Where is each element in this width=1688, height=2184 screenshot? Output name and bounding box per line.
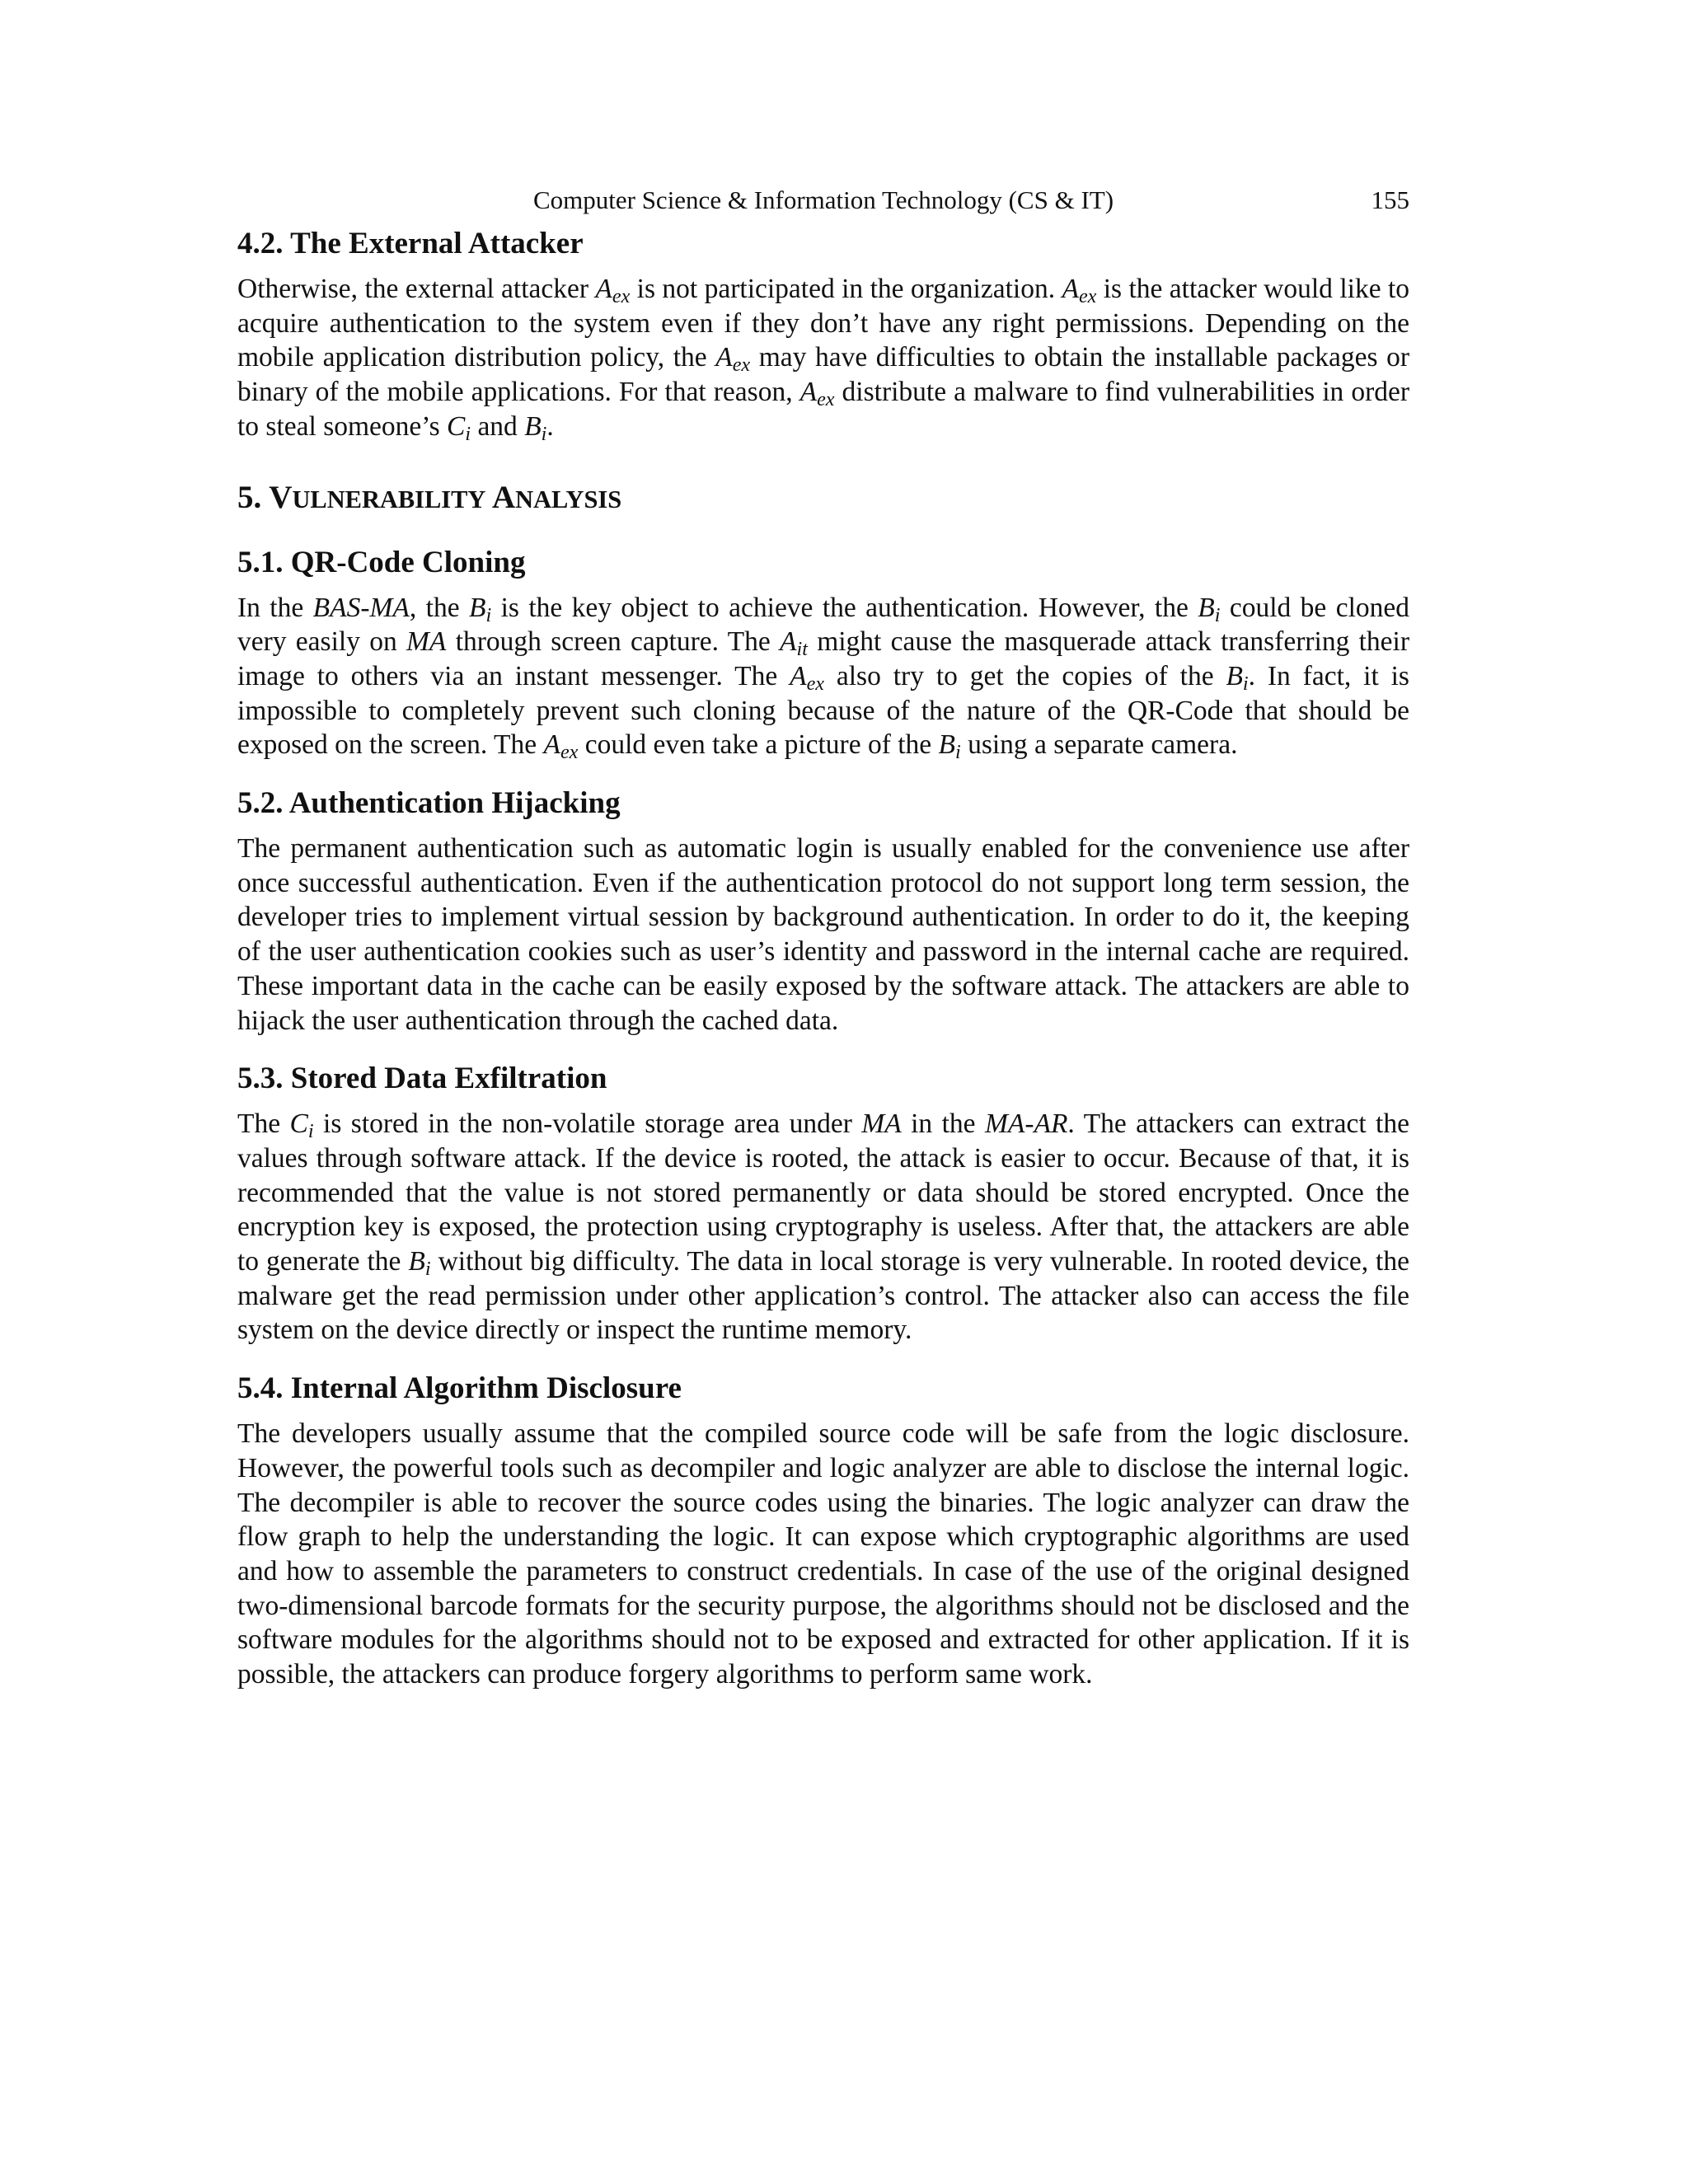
paper-page xyxy=(237,181,1409,1692)
math-var: A xyxy=(799,377,818,408)
math-subscript: ex xyxy=(612,286,631,308)
text-run: in the xyxy=(901,1108,985,1140)
math-subscript: ex xyxy=(560,742,579,764)
section-heading-5-1: 5.1. QR-Code Cloning xyxy=(237,545,526,579)
text-run: may have difficulties to obtain the installable packages or binary of the mobile applications. For that reason, xyxy=(237,342,1409,408)
text-run: also try to get the copies of the xyxy=(824,660,1226,691)
paragraph-external-attacker xyxy=(237,272,1409,444)
text-run: and xyxy=(471,410,525,442)
section-number: 5. xyxy=(237,479,270,515)
text-run: The xyxy=(237,1108,290,1140)
math-var: A xyxy=(780,626,797,658)
text-run: using a separate camera. xyxy=(960,729,1238,761)
math-subscript: ex xyxy=(1078,286,1097,308)
section-heading-5-4: 5.4. Internal Algorithm Disclosure xyxy=(237,1371,682,1406)
small-caps-rest: ULNERABILITY xyxy=(292,485,486,513)
section-heading-4-2: 4.2. The External Attacker xyxy=(237,227,584,260)
math-var: A xyxy=(790,660,807,691)
text-run: might cause the masquerade attack transferring their image to others via an instant messenger. The xyxy=(237,626,1410,691)
small-caps-rest: NALYSIS xyxy=(515,485,622,513)
text-run: , the xyxy=(409,592,469,623)
text-run: could even take a picture of the xyxy=(578,729,939,761)
math-subscript: ex xyxy=(732,354,751,377)
text-run: In the xyxy=(237,592,313,623)
journal-name: Computer Science & Information Technology (CS & IT) xyxy=(532,185,1114,214)
math-subscript: ex xyxy=(817,389,835,411)
math-var: B xyxy=(408,1246,425,1277)
math-subscript: i xyxy=(424,1258,431,1281)
math-subscript: ex xyxy=(806,673,824,695)
italic-term: MA xyxy=(406,626,447,658)
math-var: B xyxy=(1226,660,1243,691)
math-subscript: i xyxy=(307,1121,314,1143)
small-caps-initial: A xyxy=(491,479,516,515)
math-var: B xyxy=(938,729,955,761)
paragraph-stored-data-exfiltration xyxy=(237,1107,1409,1347)
math-var: C xyxy=(447,410,466,442)
text-run: distribute a malware to find vulnerabilities in order to steal someone’s xyxy=(237,377,1409,442)
math-subscript: i xyxy=(541,423,547,445)
math-var: B xyxy=(1198,592,1215,623)
italic-term: BAS-MA xyxy=(312,592,410,623)
math-var: C xyxy=(289,1108,308,1140)
section-heading-5 xyxy=(237,477,1409,520)
math-var: B xyxy=(524,410,542,442)
italic-term: MA xyxy=(861,1108,902,1140)
math-subscript: i xyxy=(485,604,492,626)
math-var: B xyxy=(468,592,486,623)
math-subscript: i xyxy=(465,423,471,445)
text-run: without big difficulty. The data in local storage is very vulnerable. In rooted device, the malware get the read permission under other application’s control. The attacker also can access the file system on the device directly or inspect the runtime memory. xyxy=(237,1246,1409,1346)
math-subscript: it xyxy=(796,639,808,661)
paragraph-authentication-hijacking: The permanent authentication such as automatic login is usually enabled for the convenience use after once successful authentication. Even if the authentication protocol do not support long term session, the developer tries to implement virtual session by background authentication. In order to do it, the keeping of the user authentication cookies such as user’s identity and password in the internal cache are required. These important data in the cache can be easily exposed by the software attack. The attackers are able to hijack the user authentication through the cached data. xyxy=(237,833,1409,1036)
section-heading-5-2: 5.2. Authentication Hijacking xyxy=(237,786,621,821)
math-var: A xyxy=(543,729,560,761)
text-run: Otherwise, the external attacker xyxy=(237,274,596,304)
math-subscript: i xyxy=(1242,673,1249,695)
math-var: A xyxy=(595,274,612,304)
text-run: is the key object to achieve the authentication. However, the xyxy=(491,592,1198,623)
text-run: is the attacker would like to acquire authentication to the system even if they don’t have any right permissions. Depending on the mobile application distribution policy, the xyxy=(237,274,1410,373)
math-var: A xyxy=(1062,274,1079,304)
small-caps-initial: V xyxy=(269,479,293,515)
text-run: . In fact, it is impossible to completely prevent such cloning because of the nature of the QR-Code that should be exposed on the screen. The xyxy=(237,660,1409,761)
page-number: 155 xyxy=(1371,185,1409,214)
text-run: . The attackers can extract the values through software attack. If the device is rooted, the attack is easier to occur. Because of that, it is recommended that the value is not stored permanently or data should be stored encrypted. Once the encryption key is exposed, the protection using cryptography is useless. After that, the attackers are able to generate the xyxy=(237,1108,1409,1277)
running-head xyxy=(237,181,1409,219)
text-run: is not participated in the organization. xyxy=(630,274,1062,304)
paragraph-qr-code-cloning xyxy=(237,591,1409,763)
text-run: is stored in the non-volatile storage area under xyxy=(313,1108,862,1140)
text-run: could be cloned very easily on xyxy=(237,592,1409,658)
paragraph-internal-algorithm-disclosure: The developers usually assume that the compiled source code will be safe from the logic disclosure. However, the powerful tools such as decompiler and logic analyzer are able to disclose the internal logic. The decompiler is able to recover the source codes using the binaries. The logic analyzer can draw the flow graph to help the understanding the logic. It can expose which cryptographic algorithms are used and how to assemble the parameters to construct credentials. In case of the use of the original designed two-dimensional barcode formats for the security purpose, the algorithms should not be disclosed and the software modules for the algorithms should not to be exposed and extracted for other application. If it is possible, the attackers can produce forgery algorithms to perform same work. xyxy=(237,1418,1409,1690)
math-subscript: i xyxy=(1214,604,1221,626)
math-var: A xyxy=(715,342,733,373)
italic-term: MA-AR xyxy=(984,1108,1068,1140)
text-run: through screen capture. The xyxy=(446,626,781,658)
text-run: . xyxy=(546,410,554,442)
section-heading-5-3: 5.3. Stored Data Exfiltration xyxy=(237,1062,607,1096)
math-subscript: i xyxy=(955,742,961,764)
